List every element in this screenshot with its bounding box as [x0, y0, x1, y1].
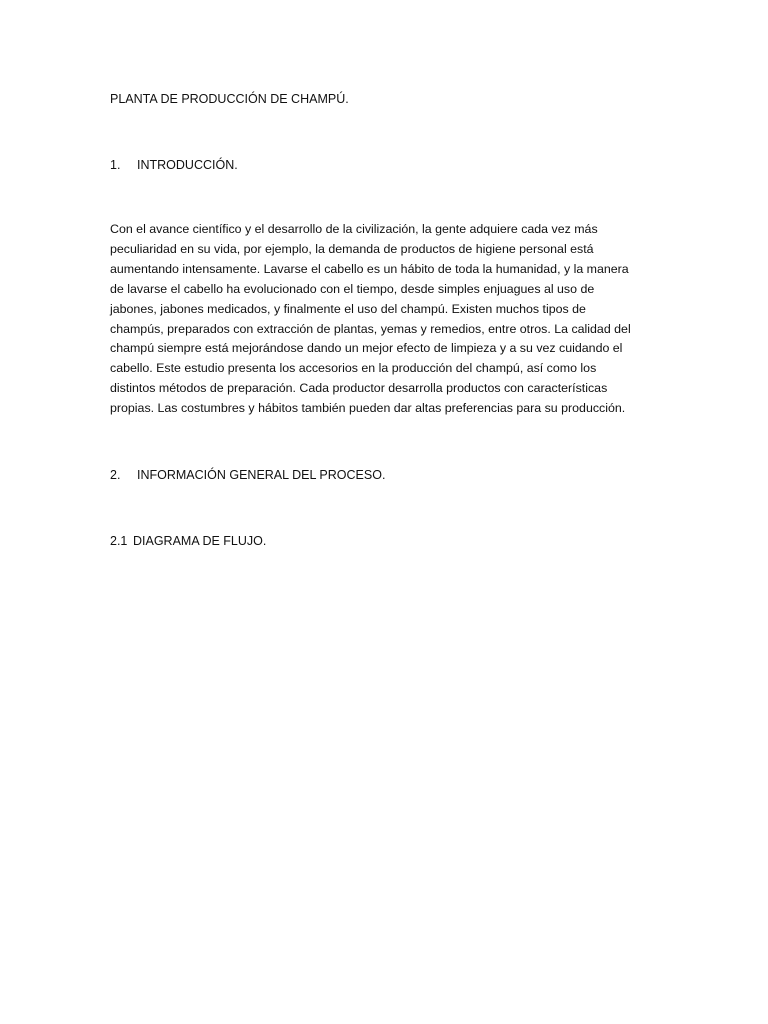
section-number: 2. — [110, 468, 121, 482]
paragraph-line: de lavarse el cabello ha evolucionado con el tiempo, desde simples enjuagues al uso de — [110, 281, 595, 296]
subsection-title: DIAGRAMA DE FLUJO. — [133, 534, 267, 548]
paragraph-line: propias. Las costumbres y hábitos también pueden dar altas preferencias para su producción. — [110, 401, 626, 416]
section-title: INFORMACIÓN GENERAL DEL PROCESO. — [137, 468, 386, 482]
section-heading-informacion-general — [110, 468, 385, 482]
paragraph-line: aumentando intensamente. Lavarse el cabello es un hábito de toda la humanidad, y la manera — [110, 261, 629, 276]
section-title: INTRODUCCIÓN. — [137, 158, 238, 172]
introduction-paragraph — [110, 220, 670, 419]
paragraph-line: distintos métodos de preparación. Cada productor desarrolla productos con características — [110, 381, 608, 396]
document-title: PLANTA DE PRODUCCIÓN DE CHAMPÚ. — [110, 92, 349, 106]
subsection-heading-diagrama-de-flujo — [110, 534, 266, 548]
paragraph-line: cabello. Este estudio presenta los accesorios en la producción del champú, así como los — [110, 361, 597, 376]
section-heading-introduccion — [110, 158, 238, 172]
paragraph-line: champú siempre está mejorándose dando un mejor efecto de limpieza y a su vez cuidando el — [110, 341, 623, 356]
paragraph-line: jabones, jabones medicados, y finalmente el uso del champú. Existen muchos tipos de — [110, 301, 586, 316]
paragraph-line: Con el avance científico y el desarrollo de la civilización, la gente adquiere cada vez más — [110, 222, 598, 236]
paragraph-line: peculiaridad en su vida, por ejemplo, la demanda de productos de higiene personal está — [110, 241, 594, 256]
section-number: 1. — [110, 158, 121, 172]
paragraph-line: champús, preparados con extracción de plantas, yemas y remedios, entre otros. La calidad del — [110, 321, 631, 336]
subsection-number: 2.1 — [110, 534, 128, 548]
